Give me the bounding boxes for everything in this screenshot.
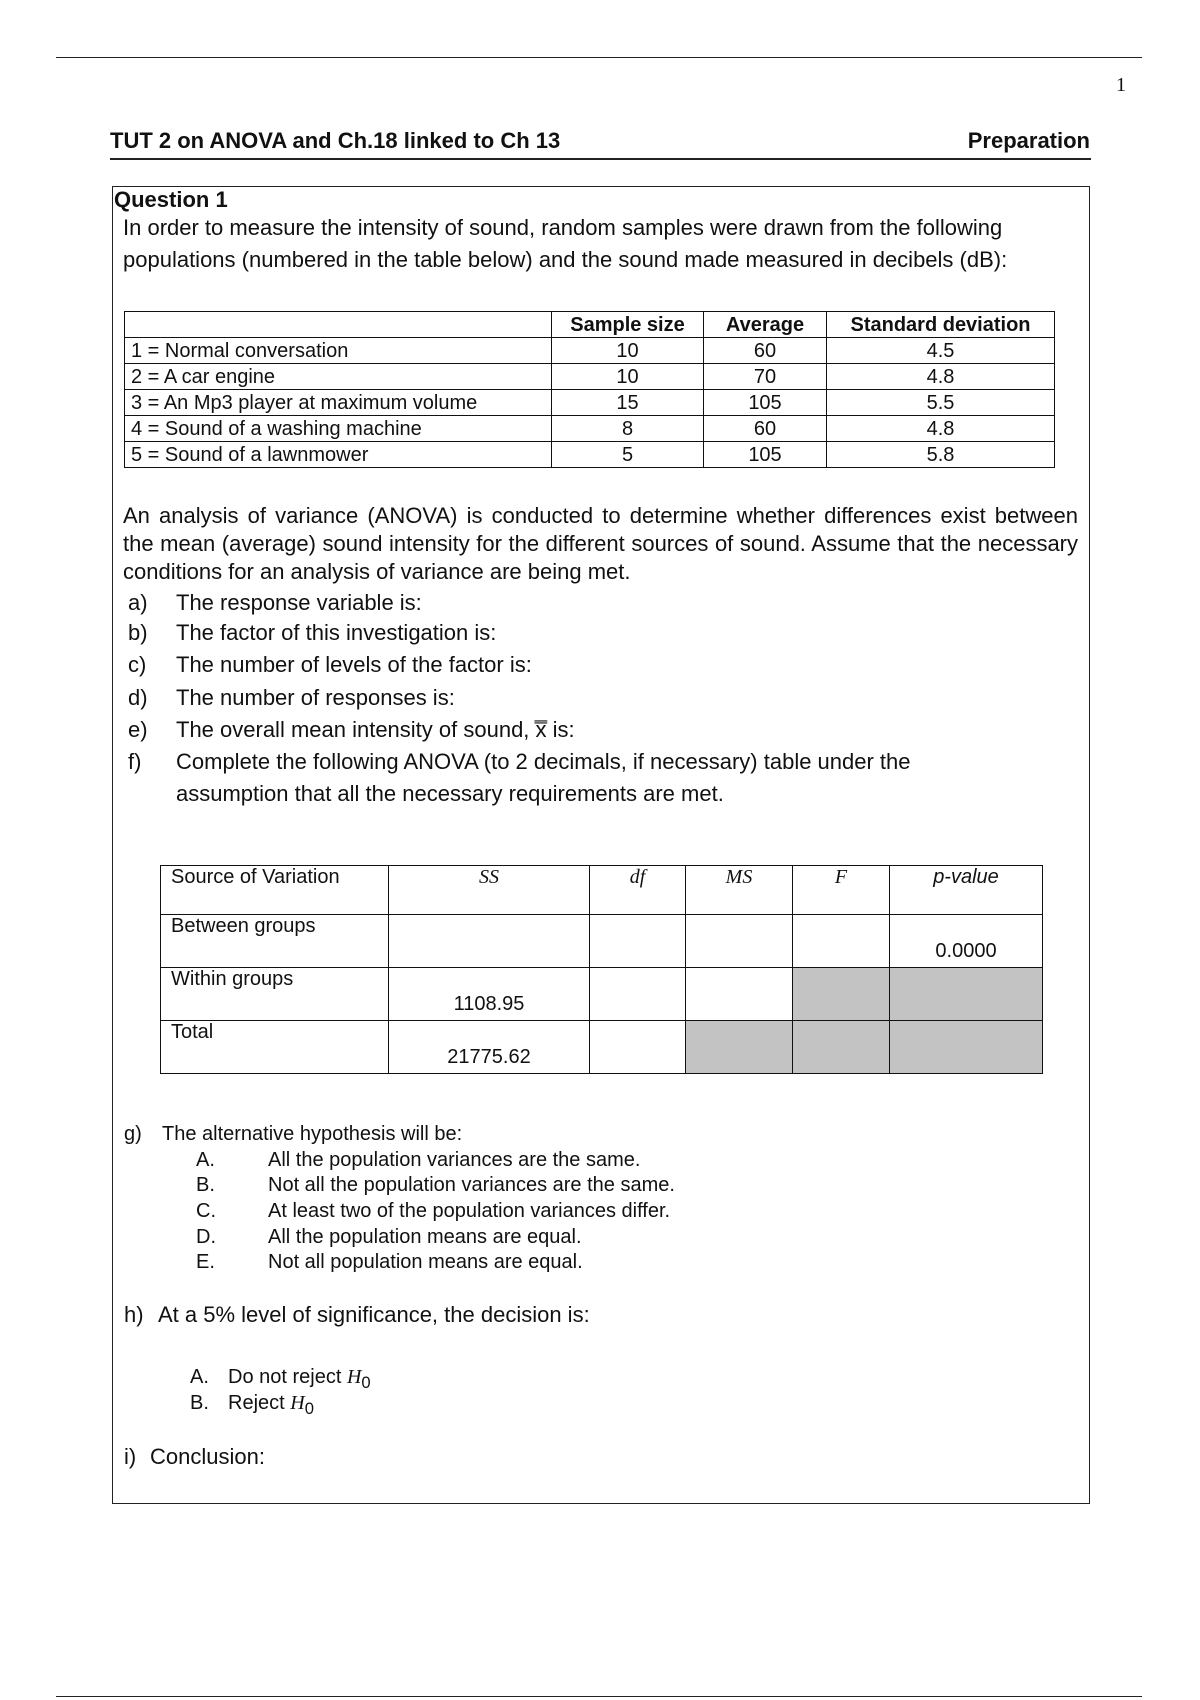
anova-row xyxy=(161,1021,1043,1074)
cell xyxy=(686,968,793,1021)
cell xyxy=(590,915,686,968)
cell: Total xyxy=(161,1021,389,1074)
paragraph: An analysis of variance (ANOVA) is conducted to determine whether differences exist between the mean (average) sound intensity for the different sources of sound. Assume that the necessary conditions for an analysis of variance are being met. xyxy=(123,503,1078,584)
cell: 5 xyxy=(552,442,704,468)
part-text: Complete the following ANOVA (to 2 decimals, if necessary) table under the xyxy=(176,749,911,774)
part-label: b) xyxy=(128,620,148,645)
part-label: a) xyxy=(128,590,148,615)
cell: 70 xyxy=(704,364,827,390)
page-number: 1 xyxy=(1116,74,1126,96)
h-subscript: 0 xyxy=(304,1399,314,1418)
anova-header: MS xyxy=(686,866,793,915)
option-label: A. xyxy=(190,1366,209,1388)
anova-row xyxy=(161,915,1043,968)
cell: 10 xyxy=(552,338,704,364)
part-label: i) xyxy=(124,1444,137,1469)
table-header: Standard deviation xyxy=(827,312,1055,338)
anova-row xyxy=(161,968,1043,1021)
cell: 105 xyxy=(704,442,827,468)
part-label: e) xyxy=(128,717,148,742)
cell xyxy=(389,915,590,968)
cell: 1 = Normal conversation xyxy=(125,338,552,364)
table-header: Sample size xyxy=(552,312,704,338)
shaded-cell xyxy=(793,968,890,1021)
cell xyxy=(590,1021,686,1074)
option-label: A. xyxy=(196,1149,215,1171)
cell: 5.8 xyxy=(827,442,1055,468)
cell: 105 xyxy=(704,390,827,416)
anova-header: p-value xyxy=(890,866,1043,915)
data-table xyxy=(124,311,1055,468)
top-rule xyxy=(56,57,1142,58)
shaded-cell xyxy=(793,1021,890,1074)
part-text: Conclusion: xyxy=(150,1444,265,1469)
cell: 1108.95 xyxy=(389,968,590,1021)
part-label: h) xyxy=(124,1302,144,1327)
cell: 5.5 xyxy=(827,390,1055,416)
cell: 21775.62 xyxy=(389,1021,590,1074)
cell: 60 xyxy=(704,416,827,442)
cell xyxy=(590,968,686,1021)
anova-header: SS xyxy=(389,866,590,915)
anova-header-row xyxy=(161,866,1043,915)
header-rule xyxy=(110,158,1091,160)
table-row xyxy=(125,364,1055,390)
header-right: Preparation xyxy=(967,128,1090,153)
shaded-cell xyxy=(686,1021,793,1074)
part-text: The number of responses is: xyxy=(176,685,455,710)
table-row xyxy=(125,416,1055,442)
question-intro: In order to measure the intensity of sound, random samples were drawn from the following populations (numbered in the table below) and the sound made measured in decibels (dB): xyxy=(123,215,1008,272)
part-text: assumption that all the necessary requirements are met. xyxy=(176,781,724,806)
option-text: Do not reject xyxy=(228,1366,342,1388)
cell: 8 xyxy=(552,416,704,442)
option-label: B. xyxy=(190,1392,209,1414)
document-title: TUT 2 on ANOVA and Ch.18 linked to Ch 13 xyxy=(110,128,561,153)
cell: 4.5 xyxy=(827,338,1055,364)
option-text: All the population variances are the same. xyxy=(268,1149,641,1171)
part-label: d) xyxy=(128,685,148,710)
table-row xyxy=(125,338,1055,364)
option-text: Not all the population variances are the same. xyxy=(268,1174,675,1196)
part-text: The overall mean intensity of sound, x̿ is: xyxy=(176,717,575,742)
anova-header: F xyxy=(793,866,890,915)
h-symbol: H xyxy=(290,1392,305,1414)
cell: 15 xyxy=(552,390,704,416)
table-row xyxy=(125,442,1055,468)
bottom-rule xyxy=(56,1696,1142,1697)
table-header-row xyxy=(125,312,1055,338)
cell: Between groups xyxy=(161,915,389,968)
cell: 60 xyxy=(704,338,827,364)
part-label: c) xyxy=(128,652,147,677)
part-text: The response variable is: xyxy=(176,590,422,615)
shaded-cell xyxy=(890,1021,1043,1074)
option-label: B. xyxy=(196,1174,215,1196)
cell: 10 xyxy=(552,364,704,390)
option-label: C. xyxy=(196,1200,216,1222)
cell: 5 = Sound of a lawnmower xyxy=(125,442,552,468)
h-symbol: H xyxy=(346,1366,362,1388)
anova-table xyxy=(160,865,1043,1074)
part-text: The number of levels of the factor is: xyxy=(176,652,532,677)
option-label: D. xyxy=(196,1226,216,1248)
part-text: At a 5% level of significance, the decision is: xyxy=(158,1302,590,1327)
cell: Within groups xyxy=(161,968,389,1021)
part-label: f) xyxy=(128,749,142,774)
cell xyxy=(793,915,890,968)
option-label: E. xyxy=(196,1251,215,1273)
part-text: The alternative hypothesis will be: xyxy=(162,1123,463,1145)
option-text: Not all population means are equal. xyxy=(268,1251,583,1273)
cell: 3 = An Mp3 player at maximum volume xyxy=(125,390,552,416)
option-text: Reject xyxy=(228,1392,285,1414)
table-row xyxy=(125,390,1055,416)
question-title: Question 1 xyxy=(114,187,228,212)
h-subscript: 0 xyxy=(361,1373,371,1392)
part-text: The factor of this investigation is: xyxy=(176,620,497,645)
anova-header: df xyxy=(590,866,686,915)
anova-header: Source of Variation xyxy=(161,866,389,915)
part-label: g) xyxy=(124,1123,142,1145)
option-text: All the population means are equal. xyxy=(268,1226,582,1248)
cell: 4.8 xyxy=(827,364,1055,390)
cell: 4 = Sound of a washing machine xyxy=(125,416,552,442)
table-header xyxy=(125,312,552,338)
option-text: At least two of the population variances differ. xyxy=(268,1200,671,1222)
cell xyxy=(686,915,793,968)
shaded-cell xyxy=(890,968,1043,1021)
cell: 0.0000 xyxy=(890,915,1043,968)
cell: 4.8 xyxy=(827,416,1055,442)
table-header: Average xyxy=(704,312,827,338)
cell: 2 = A car engine xyxy=(125,364,552,390)
